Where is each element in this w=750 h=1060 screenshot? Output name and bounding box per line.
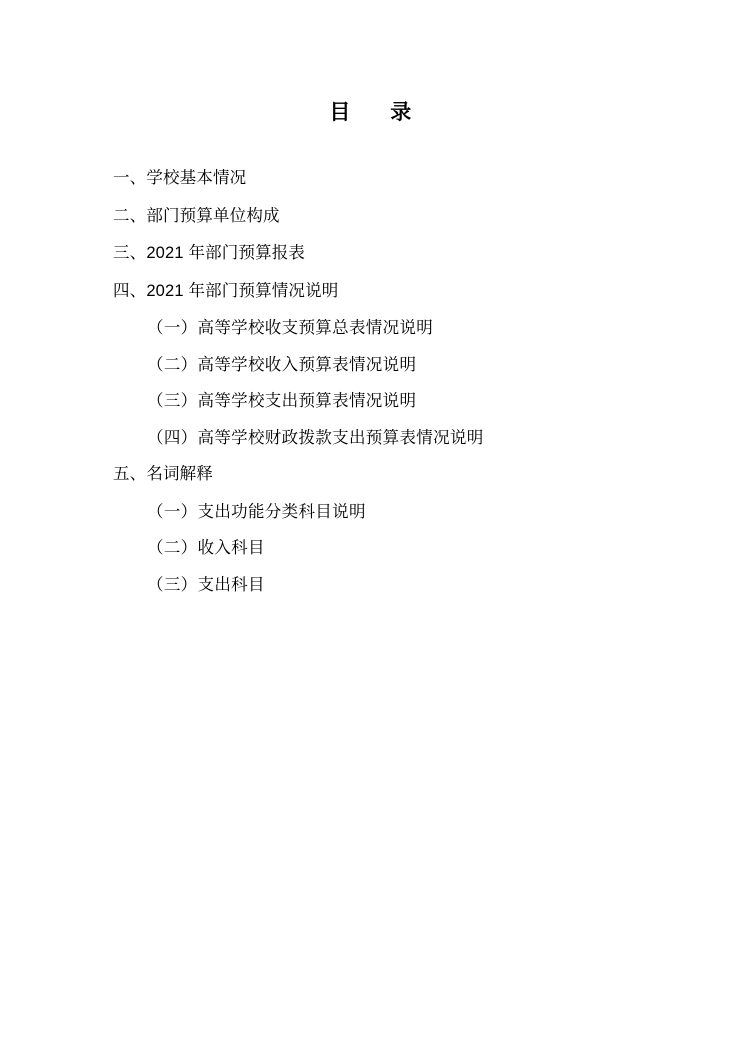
toc-item[interactable]: 三、2021 年部门预算报表	[113, 244, 306, 262]
toc-subitem[interactable]: （三）高等学校支出预算表情况说明	[147, 391, 417, 410]
table-of-contents	[0, 170, 750, 593]
toc-subitem[interactable]: （一）高等学校收支预算总表情况说明	[147, 318, 434, 337]
toc-item[interactable]: 一、学校基本情况	[113, 169, 247, 187]
toc-subitem[interactable]: （一）支出功能分类科目说明	[147, 501, 366, 521]
toc-subitem[interactable]: （四）高等学校财政拨款支出预算表情况说明	[147, 427, 484, 447]
toc-subitem[interactable]: （二）高等学校收入预算表情况说明	[147, 354, 417, 374]
toc-item[interactable]: 五、名词解释	[113, 465, 213, 483]
toc-item[interactable]: 四、2021 年部门预算情况说明	[113, 281, 339, 300]
page-title: 目 录	[329, 101, 421, 124]
toc-subitem[interactable]: （三）支出科目	[147, 574, 265, 594]
toc-subitem[interactable]: （二）收入科目	[147, 538, 265, 557]
toc-item[interactable]: 二、部门预算单位构成	[113, 206, 280, 225]
